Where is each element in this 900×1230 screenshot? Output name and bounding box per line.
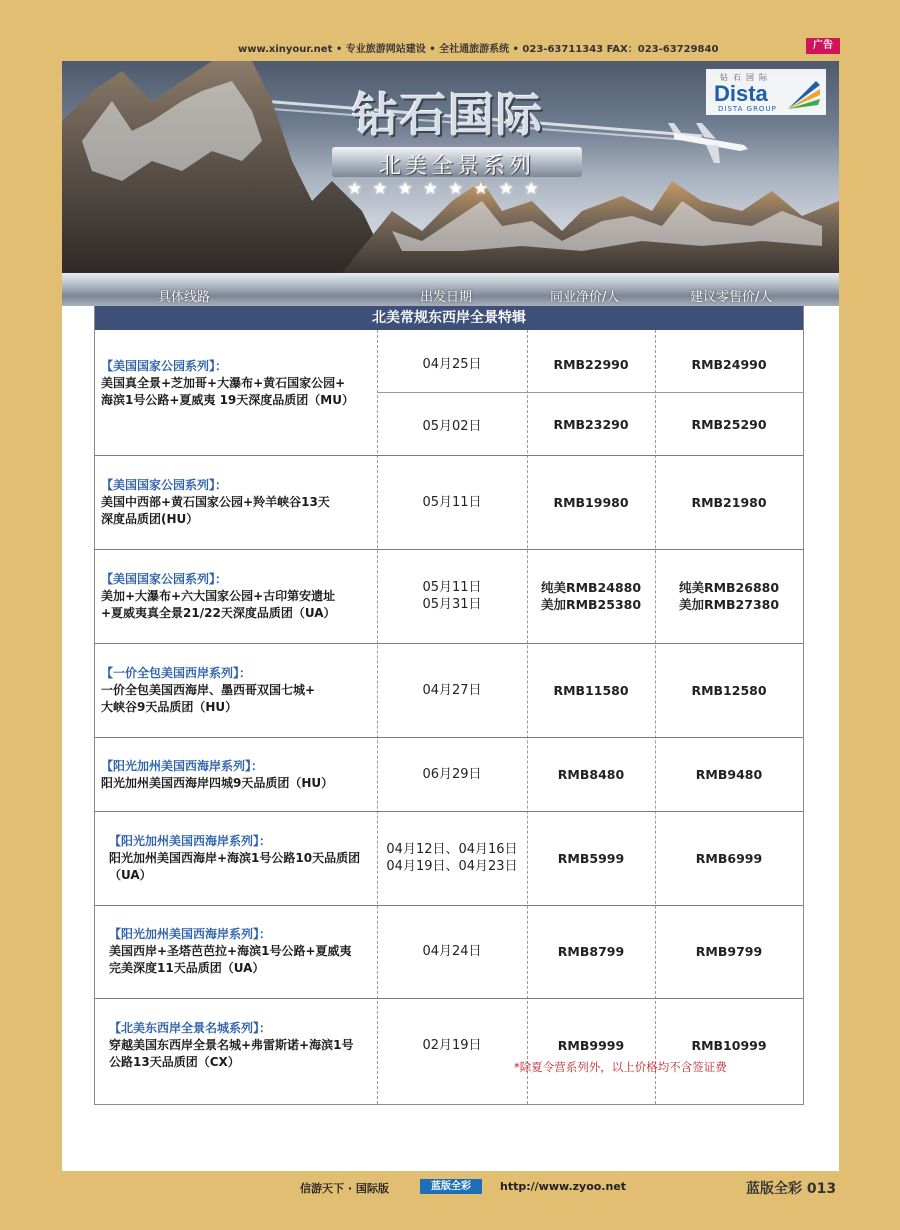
route-line: 穿越美国东西岸全景名城+弗雷斯诺+海滨1号: [109, 1038, 354, 1052]
series-label: 【美国国家公园系列】：: [101, 359, 228, 373]
row-divider: [95, 455, 803, 456]
retail-price-cell: RMB21980: [691, 495, 767, 510]
date-line: 04月19日、04月23日: [386, 859, 518, 874]
series-label: 【北美东西岸全景名城系列】：: [109, 1021, 272, 1035]
route-text: [109, 1020, 385, 1071]
col-retail-price: 建议零售价/人: [690, 290, 773, 305]
series-label: 【一价全包美国西岸系列】：: [101, 666, 252, 680]
net-price-cell: RMB8799: [557, 944, 625, 959]
date-cell: 05月11日: [422, 495, 482, 510]
route-text: [101, 571, 377, 622]
logo-group-text: DISTA GROUP: [718, 105, 777, 113]
net-price-cell: RMB22990: [553, 357, 629, 372]
banner-subtitle: 北美全景系列: [378, 154, 535, 179]
column-header-bar: [62, 273, 839, 306]
price-line: 美加RMB25380: [540, 597, 642, 612]
col-date: 出发日期: [420, 290, 473, 305]
net-price-cell: RMB23290: [553, 417, 629, 432]
route-line: 海滨1号公路+夏威夷 19天深度品质团（MU）: [101, 393, 354, 407]
row-divider: [377, 392, 803, 393]
route-line: 阳光加州美国西海岸+海滨1号公路10天品质团: [109, 851, 361, 865]
col-route: 具体线路: [158, 290, 211, 305]
star-row: ★★★★★★★★: [347, 179, 549, 199]
retail-price-cell: RMB24990: [691, 357, 767, 372]
net-price-cell: RMB11580: [553, 683, 629, 698]
date-line: 05月11日: [422, 580, 482, 595]
footer: [0, 1175, 900, 1205]
date-cell: 04月27日: [422, 683, 482, 698]
retail-price-cell: RMB12580: [691, 683, 767, 698]
logo-cn-text: 钻石国际: [720, 73, 772, 82]
series-label: 【阳光加州美国西海岸系列】：: [109, 927, 272, 941]
route-line: +夏威夷真全景21/22天深度品质团（UA）: [101, 606, 336, 620]
route-line: 美国中西部+黄石国家公园+羚羊峡谷13天: [101, 495, 330, 509]
net-price-cell: RMB8480: [557, 767, 625, 782]
row-divider: [95, 811, 803, 812]
col-net-price: 同业净价/人: [550, 290, 620, 305]
route-line: 美加+大瀑布+六大国家公园+古印第安遗址: [101, 589, 336, 603]
advert-panel: [62, 61, 839, 1171]
col-divider: [377, 330, 378, 1104]
date-cell: 06月29日: [422, 767, 482, 782]
footer-url[interactable]: http://www.zyoo.net: [500, 1180, 627, 1193]
table-title: 北美常规东西岸全景特辑: [95, 306, 803, 330]
banner: [62, 61, 839, 273]
route-line: （UA）: [109, 868, 152, 882]
banner-title: 钻石国际: [352, 88, 544, 142]
date-cell: 02月19日: [422, 1038, 482, 1053]
route-text: [101, 665, 377, 716]
retail-price-cell: RMB6999: [695, 851, 763, 866]
contact-info: www.xinyour.net • 专业旅游网站建设 • 全社通旅游系统 • 023-63711343 FAX：023-63729840: [238, 44, 719, 55]
route-text: [101, 477, 377, 528]
net-price-cell: [527, 579, 655, 613]
series-label: 【阳光加州美国西海岸系列】：: [101, 759, 264, 773]
route-line: 大峡谷9天品质团（HU）: [101, 700, 238, 714]
date-cell: 05月02日: [422, 419, 482, 434]
row-divider: [95, 643, 803, 644]
date-cell: 04月25日: [422, 357, 482, 372]
top-info-bar: [0, 38, 900, 56]
route-line: 美国西岸+圣塔芭芭拉+海滨1号公路+夏威夷: [109, 944, 352, 958]
retail-price-cell: RMB9799: [695, 944, 763, 959]
col-divider: [655, 330, 656, 1104]
price-line: 纯美RMB26880: [678, 580, 780, 595]
route-text: [109, 926, 385, 977]
retail-price-cell: RMB10999: [691, 1038, 767, 1053]
date-cell: [377, 841, 527, 875]
retail-price-cell: RMB9480: [695, 767, 763, 782]
route-text: [109, 833, 385, 884]
brand-logo: [706, 69, 826, 115]
route-line: 一价全包美国西海岸、墨西哥双国七城+: [101, 683, 316, 697]
date-line: 05月31日: [422, 597, 482, 612]
net-price-cell: RMB5999: [557, 851, 625, 866]
retail-price-cell: [655, 579, 803, 613]
footer-slogan: 信游天下 · 国际版: [300, 1182, 389, 1195]
route-line: 深度品质团(HU）: [101, 512, 199, 526]
date-cell: [377, 579, 527, 613]
col-divider: [527, 330, 528, 1104]
retail-price-cell: RMB25290: [691, 417, 767, 432]
route-line: 完美深度11天品质团（UA）: [109, 961, 265, 975]
row-divider: [95, 998, 803, 999]
row-divider: [95, 905, 803, 906]
row-divider: [95, 549, 803, 550]
net-price-cell: RMB9999: [557, 1038, 625, 1053]
series-label: 【美国国家公园系列】：: [101, 478, 228, 492]
route-text: [101, 358, 377, 409]
price-line: 美加RMB27380: [678, 597, 780, 612]
ad-badge: 广告: [806, 38, 840, 54]
price-line: 纯美RMB24880: [540, 580, 642, 595]
route-line: 美国真全景+芝加哥+大瀑布+黄石国家公园+: [101, 376, 346, 390]
net-price-cell: RMB19980: [553, 495, 629, 510]
visa-fee-note: *除夏令营系列外，以上价格均不含签证费: [514, 1060, 727, 1074]
series-label: 【阳光加州美国西海岸系列】：: [109, 834, 272, 848]
page-number: 蓝版全彩 013: [746, 1181, 837, 1197]
date-line: 04月12日、04月16日: [386, 842, 518, 857]
logo-fan-icon: [786, 79, 820, 109]
route-line: 阳光加州美国西海岸四城9天品质团（HU）: [101, 776, 334, 790]
date-cell: 04月24日: [422, 944, 482, 959]
footer-tag: 蓝版全彩: [420, 1179, 482, 1194]
price-table: [94, 306, 804, 1105]
series-label: 【美国国家公园系列】：: [101, 572, 228, 586]
route-text: [101, 758, 377, 792]
row-divider: [95, 737, 803, 738]
route-line: 公路13天品质团（CX）: [109, 1055, 240, 1069]
logo-brand-text: Dista: [714, 81, 768, 106]
